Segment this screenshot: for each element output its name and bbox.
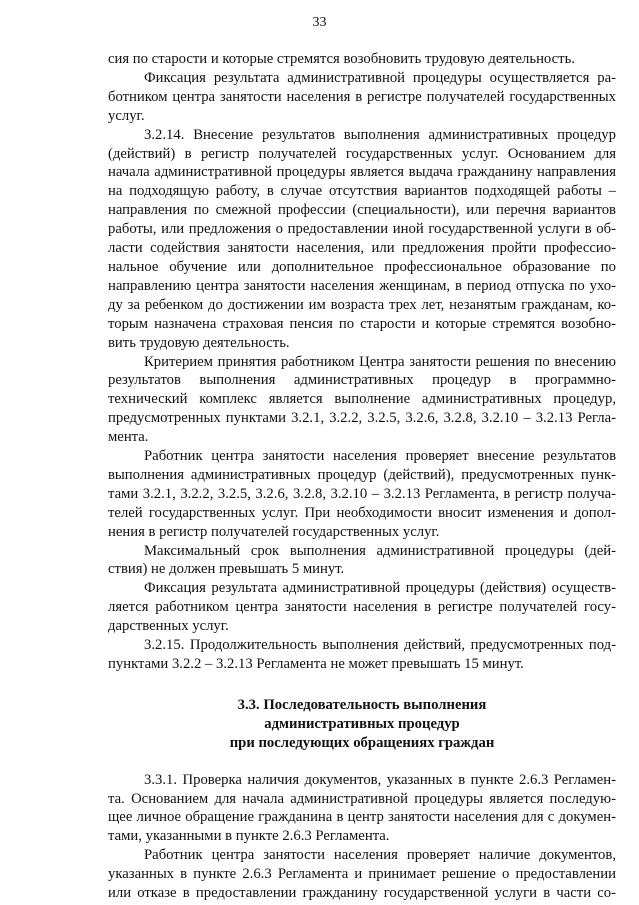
text-line: ду за ребенком до достижении им возраста трех лет, незанятым гражданам, ко- <box>108 296 616 313</box>
text-line: вить трудовую деятельность. <box>108 334 290 351</box>
text-line: 3.2.14. Внесение результатов выполнения административных процедур <box>144 126 616 143</box>
text-line: та. Основанием для начала административной процедуры является последую- <box>108 790 616 807</box>
text-line: ласти содействия занятости населения, или предложения пройти профессио- <box>108 240 616 257</box>
paragraph <box>108 69 616 126</box>
paragraph <box>108 542 616 580</box>
text-line: технический комплекс является выполнение административных процедур, <box>108 391 616 408</box>
paragraph <box>108 846 616 903</box>
text-line: или отказе в предоставлении гражданину государственной услуги в части со- <box>108 885 616 902</box>
text-line: ствия) не должен превышать 5 минут. <box>108 561 345 578</box>
paragraph <box>108 771 616 847</box>
text-line: выполнения административных процедур (действий), предусмотренных пунк- <box>108 466 616 483</box>
text-line: ляется работником центра занятости населения в регистре получателей госу- <box>108 599 616 616</box>
text-line: услуг. <box>108 107 145 124</box>
document-body <box>108 50 616 903</box>
text-line: мента. <box>108 429 149 446</box>
text-line: Фиксация результата административной процедуры (действия) осуществ- <box>144 580 616 597</box>
text-line: Максимальный срок выполнения административной процедуры (дей- <box>144 542 616 559</box>
text-line: тами, указанными в пункте 2.6.3 Регламента. <box>108 828 390 845</box>
text-line: нальное обучение или дополнительное профессиональное образование по <box>108 258 616 275</box>
paragraph <box>108 636 616 674</box>
text-line: пунктами 3.2.2 – 3.2.13 Регламента не может превышать 15 минут. <box>108 656 524 672</box>
text-line: торым назначена страховая пенсия по старости и которые стремятся возобно- <box>108 315 616 332</box>
text-line: Работник центра занятости населения проверяет внесение результатов <box>144 448 616 465</box>
heading-line: 3.3. Последовательность выполнения <box>237 696 487 713</box>
text-line: Работник центра занятости населения проверяет наличие документов, <box>144 847 616 864</box>
text-line: (действий) в регистр получателей государственных услуг. Основанием для <box>108 145 616 162</box>
text-line: направления по смежной профессии (специальности), или перечня вариантов <box>108 202 616 219</box>
text-line: дарственных услуг. <box>108 618 229 635</box>
text-line: Критерием принятия работником Центра занятости решения по внесению <box>144 353 616 370</box>
section-heading <box>108 696 616 753</box>
text-line: Фиксация результата административной процедуры осуществляется ра- <box>144 69 616 86</box>
paragraph <box>108 126 616 353</box>
text-line: 3.2.15. Продолжительность выполнения действий, предусмотренных под- <box>144 637 616 654</box>
text-line: ботником центра занятости населения в регистре получателей государственных <box>108 88 616 105</box>
text-line: телей государственных услуг. При необходимости вносит изменения и допол- <box>108 504 616 521</box>
text-line: сия по старости и которые стремятся возобновить трудовую деятельность. <box>108 51 575 67</box>
text-line: предусмотренных пунктами 3.2.1, 3.2.2, 3.2.5, 3.2.6, 3.2.8, 3.2.10 – 3.2.13 Регла- <box>108 410 616 427</box>
page-number: 33 <box>312 15 327 30</box>
text-line: работы, или предложения о предоставлении иной государственной услуги в об- <box>108 221 616 238</box>
text-line: на подходящую работу, в случае отсутствия вариантов подходящей работы – <box>108 183 616 200</box>
text-line: 3.3.1. Проверка наличия документов, указанных в пункте 2.6.3 Регламен- <box>144 771 616 788</box>
text-line: указанных в пункте 2.6.3 Регламента и принимает решение о предоставлении <box>108 866 616 883</box>
paragraph <box>108 353 616 448</box>
text-line: щее личное обращение гражданина в центр занятости населения для с докумен- <box>108 809 616 826</box>
heading-line: административных процедур <box>264 715 460 732</box>
text-line: направлению центра занятости населения женщинам, в период отпуска по ухо- <box>108 277 616 294</box>
text-line: результатов выполнения административных процедур в программно- <box>108 372 616 389</box>
paragraph <box>108 447 616 542</box>
text-line: начала административной процедуры является выдача гражданину направления <box>108 164 616 181</box>
text-line: тами 3.2.1, 3.2.2, 3.2.5, 3.2.6, 3.2.8, 3.2.10 – 3.2.13 Регламента, в регистр получа- <box>108 485 616 502</box>
paragraph <box>108 579 616 636</box>
heading-line: при последующих обращениях граждан <box>229 734 495 751</box>
text-line: нения в регистр получателей государственных услуг. <box>108 523 440 540</box>
paragraph <box>108 50 616 69</box>
